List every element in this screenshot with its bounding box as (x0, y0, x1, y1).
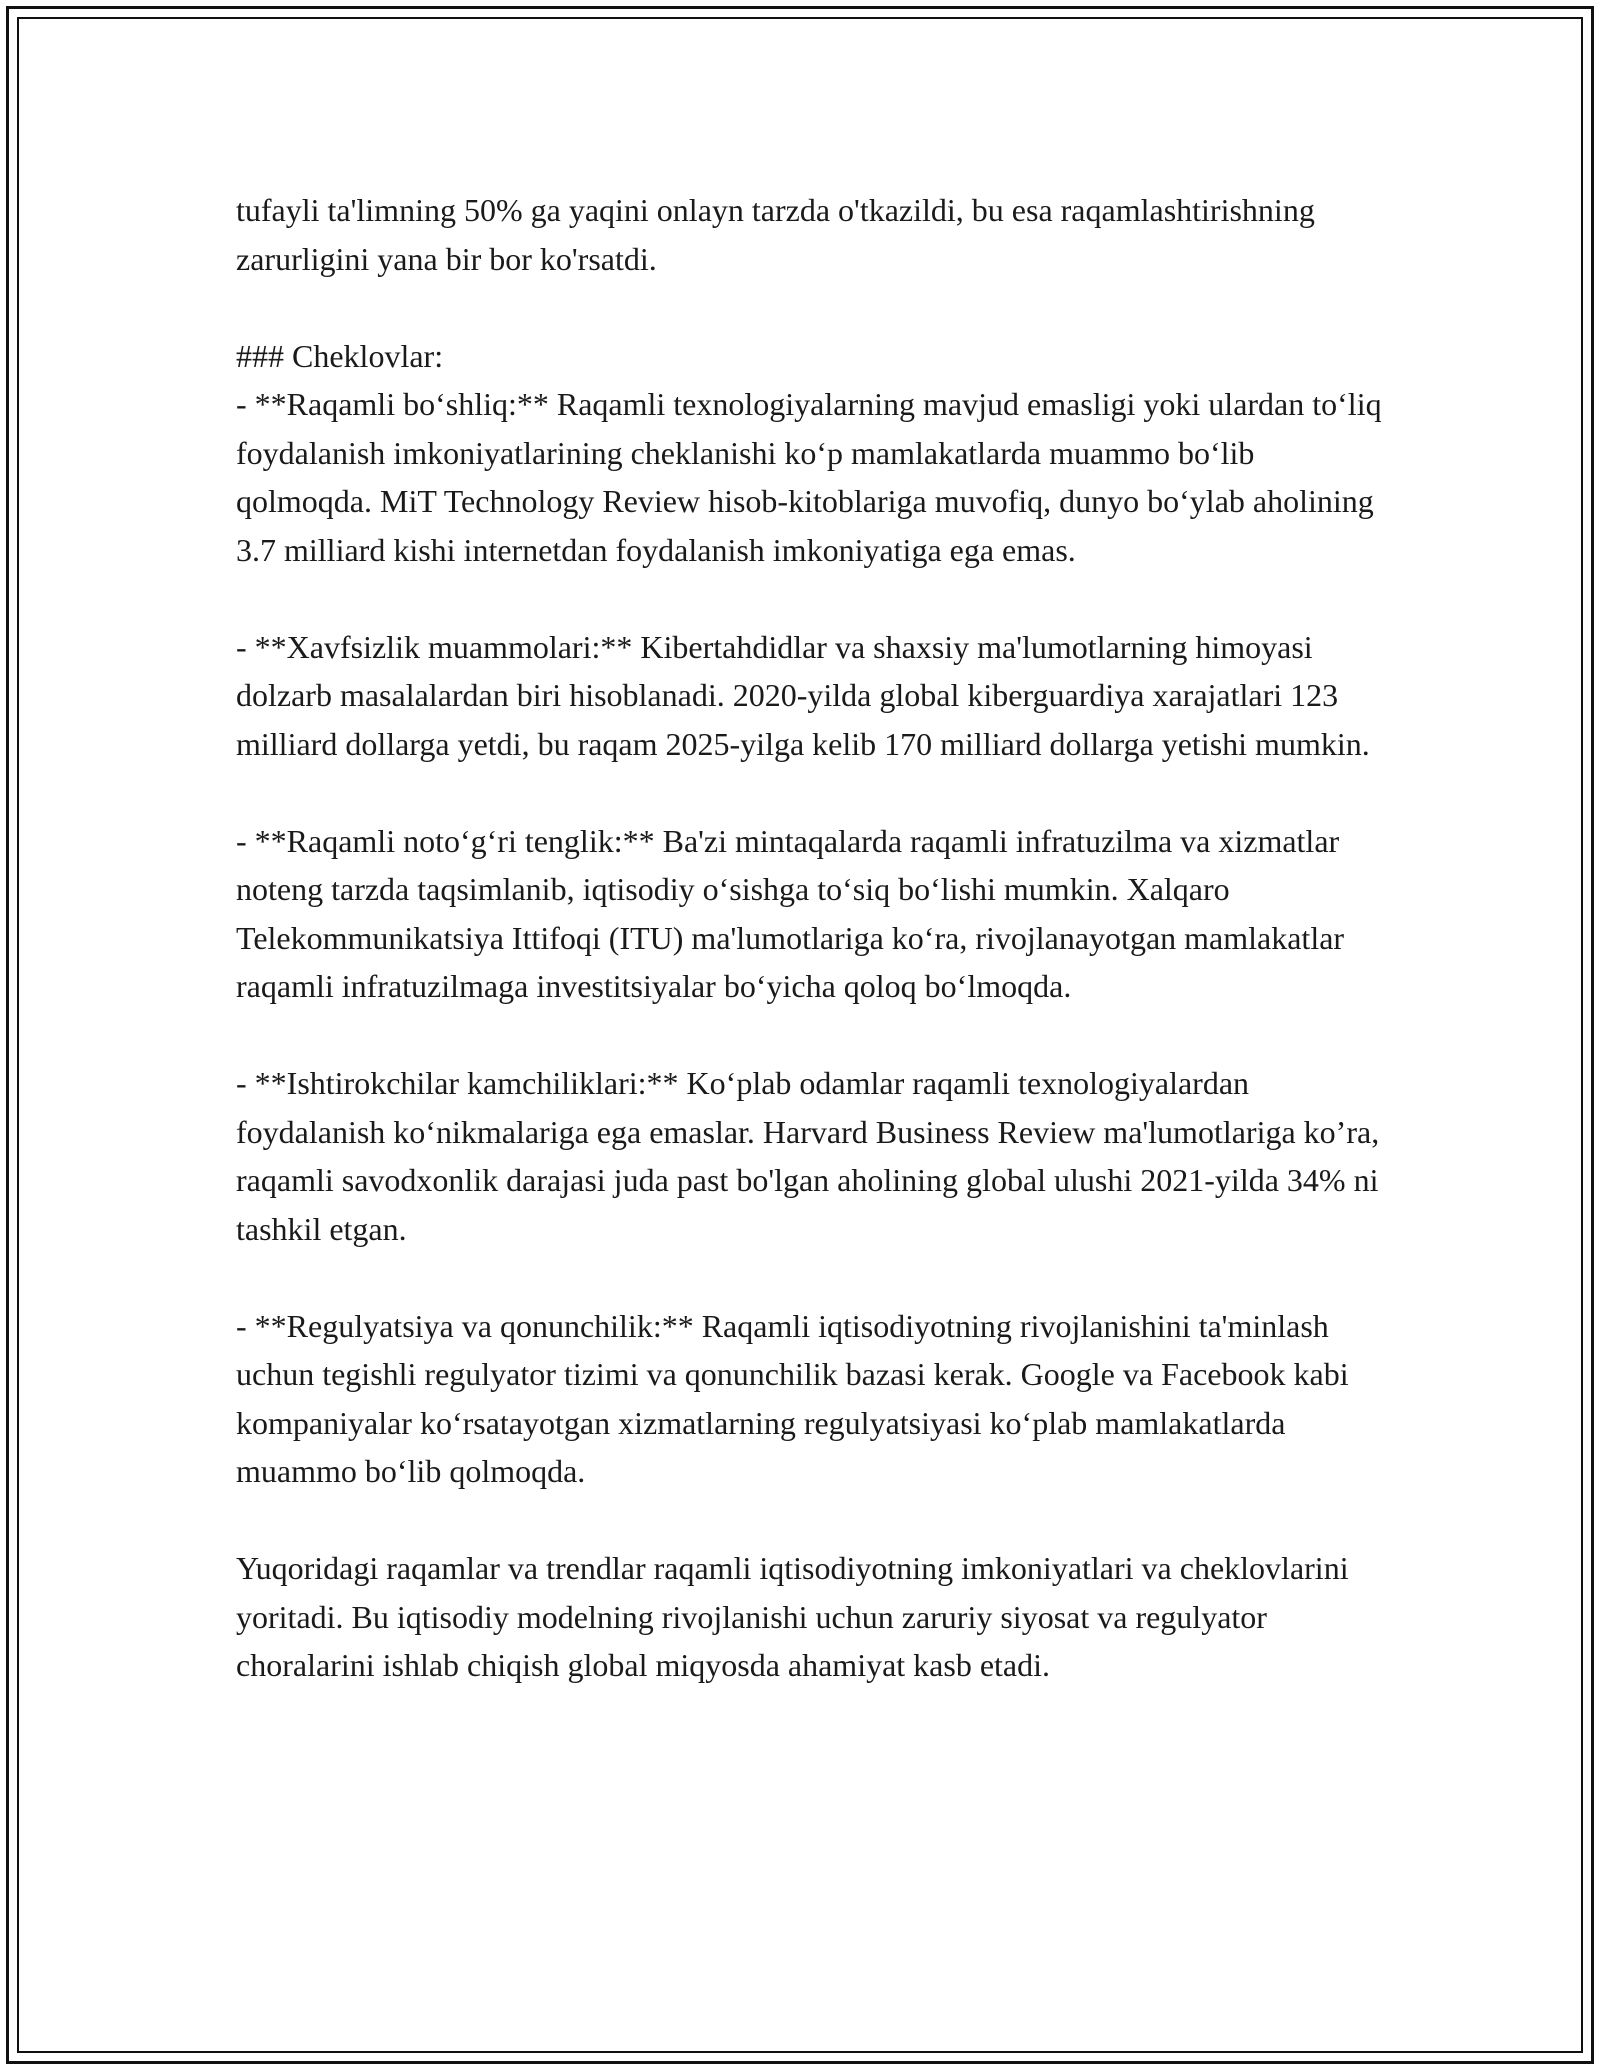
document-body (236, 186, 1386, 1738)
list-item-raqamli-boshliq: - **Raqamli boʻshliq:** Raqamli texnologiyalarning mavjud emasligi yoki ulardan toʻliq foydalanish imkoniyatlarining cheklanishi koʻp mamlakatlarda muammo boʻlib qolmoqda. MiT Technology Review hisob-kitoblariga muvofiq, dunyo boʻylab aholining 3.7 milliard kishi internetdan foydalanish imkoniyatiga ega emas. (236, 386, 1382, 568)
list-item-raqamli-notogri-tenglik: - **Raqamli notoʻgʻri tenglik:** Ba'zi mintaqalarda raqamli infratuzilma va xizmatlar noteng tarzda taqsimlanib, iqtisodiy oʻsishga toʻsiq boʻlishi mumkin. Xalqaro Telekommunikatsiya Ittifoqi (ITU) ma'lumotlariga koʻra, rivojlanayotgan mamlakatlar raqamli infratuzilmaga investitsiyalar boʻyicha qoloq boʻlmoqda. (236, 822, 1345, 1004)
paragraph-conclusion: Yuqoridagi raqamlar va trendlar raqamli iqtisodiyotning imkoniyatlari va cheklovlarini yoritadi. Bu iqtisodiy modelning rivojlanishi uchun zaruriy siyosat va regulyator choralarini ishlab chiqish global miqyosda ahamiyat kasb etadi. (236, 1550, 1349, 1683)
list-item-ishtirokchilar-kamchiliklari: - **Ishtirokchilar kamchiliklari:** Koʻplab odamlar raqamli texnologiyalardan foydalanish koʻnikmalariga ega emaslar. Harvard Business Review ma'lumotlariga koʼra, raqamli savodxonlik darajasi juda past bo'lgan aholining global ulushi 2021-yilda 34% ni tashkil etgan. (236, 1065, 1380, 1247)
list-item-xavfsizlik-muammolari: - **Xavfsizlik muammolari:** Kibertahdidlar va shaxsiy ma'lumotlarning himoyasi dolzarb masalalardan biri hisoblanadi. 2020-yilda global kiberguardiya xarajatlari 123 milliard dollarga yetdi, bu raqam 2025-yilga kelib 170 milliard dollarga yetishi mumkin. (236, 628, 1370, 762)
list-item-regulyatsiya-va-qonunchilik: - **Regulyatsiya va qonunchilik:** Raqamli iqtisodiyotning rivojlanishini ta'minlash uchun tegishli regulyator tizimi va qonunchilik bazasi kerak. Google va Facebook kabi kompaniyalar koʻrsatayotgan xizmatlarning regulyatsiyasi koʻplab mamlakatlarda muammo boʻlib qolmoqda. (236, 1307, 1349, 1489)
paragraph-intro-continuation: tufayli ta'limning 50% ga yaqini onlayn tarzda o'tkazildi, bu esa raqamlashtirishning zarurligini yana bir bor ko'rsatdi. (236, 192, 1315, 277)
section-heading-cheklovlar: ### Cheklovlar: (236, 337, 444, 374)
